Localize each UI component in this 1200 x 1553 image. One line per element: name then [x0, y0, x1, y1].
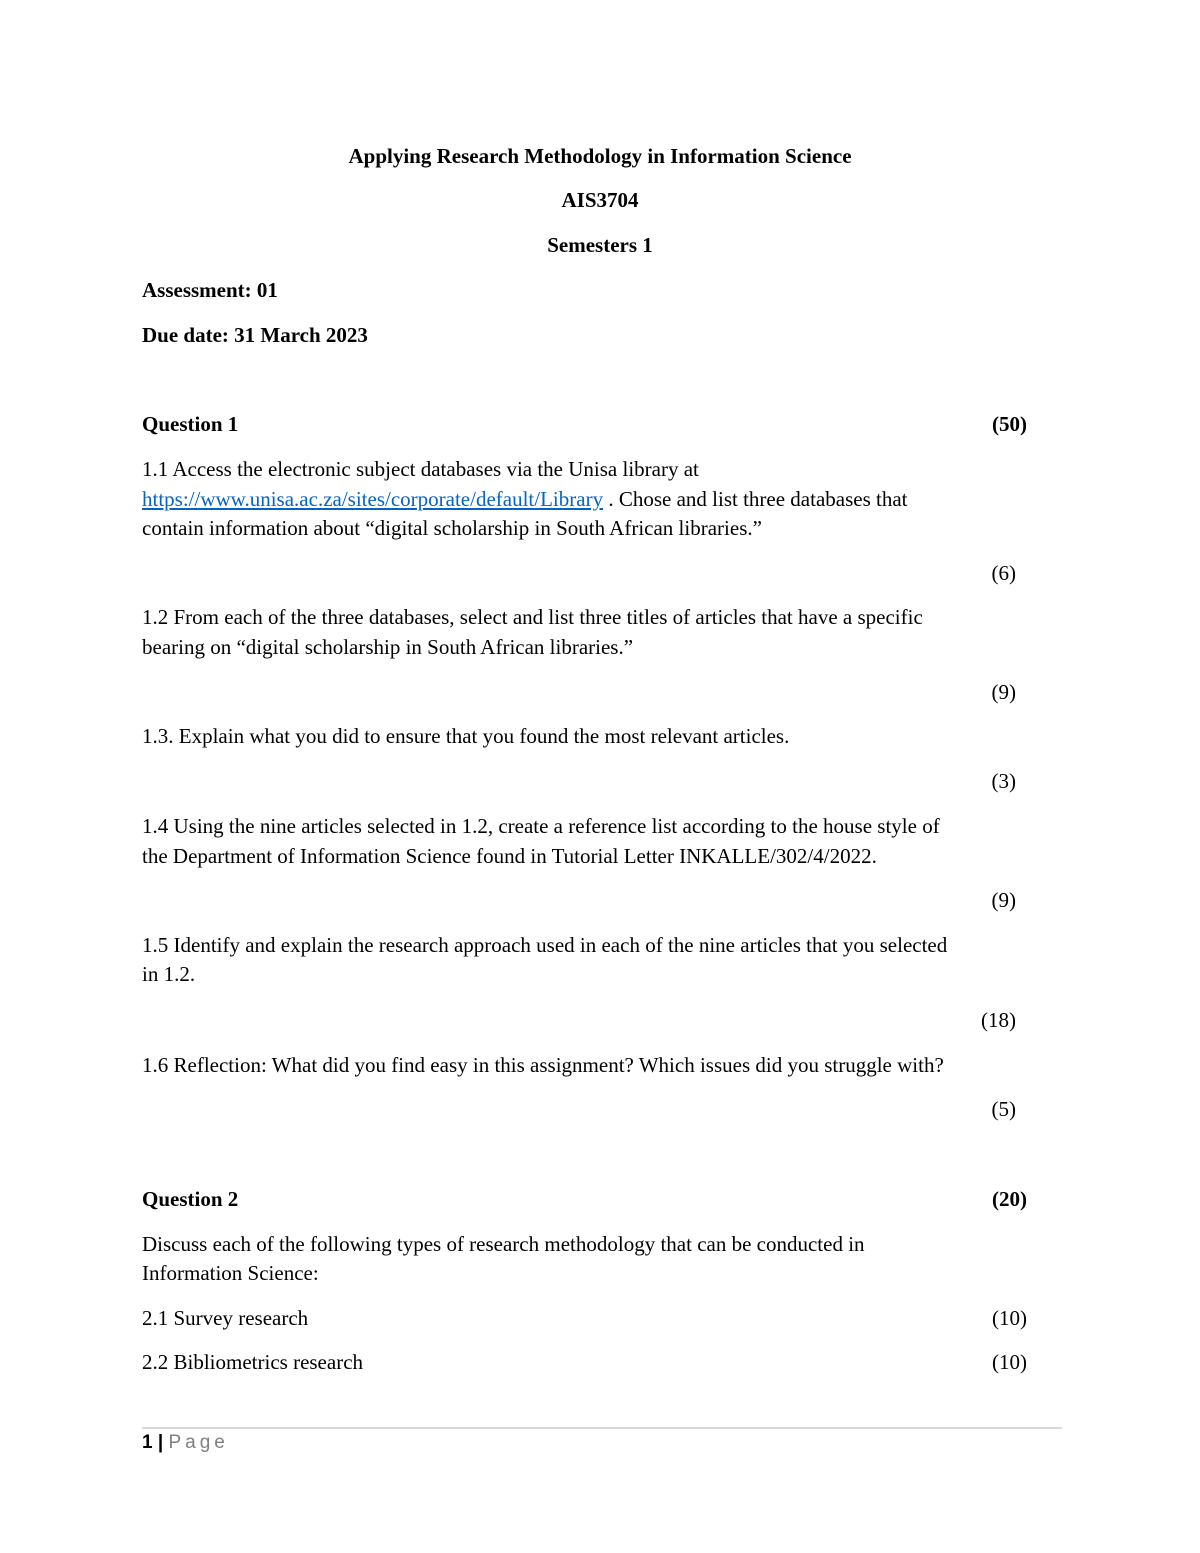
item-2-1-marks: (10) — [992, 1306, 1027, 1330]
item-1-4-line-2: the Department of Information Science found in Tutorial Letter INKALLE/302/4/2022. — [142, 844, 877, 868]
page-number: 1 — [142, 1432, 153, 1453]
item-1-3-line-1: 1.3. Explain what you did to ensure that you found the most relevant articles. — [142, 724, 790, 748]
item-1-3-marks: (3) — [991, 769, 1016, 793]
assessment-number: Assessment: 01 — [142, 278, 278, 302]
question-2-intro-line-1: Discuss each of the following types of research methodology that can be conducted in — [142, 1232, 865, 1256]
item-1-2-line-1: 1.2 From each of the three databases, select and list three titles of articles that have a specific — [142, 605, 923, 629]
item-1-1-line-2-text: . Chose and list three databases that — [603, 487, 908, 511]
document-title: Applying Research Methodology in Information Science — [348, 144, 852, 168]
unisa-library-link[interactable]: https://www.unisa.ac.za/sites/corporate/default/Library — [142, 487, 604, 511]
item-2-1: 2.1 Survey research — [142, 1306, 309, 1330]
question-2-intro-line-2: Information Science: — [142, 1261, 319, 1285]
course-code: AIS3704 — [561, 188, 639, 212]
question-1-heading: Question 1 — [142, 412, 239, 436]
item-1-5-line-2: in 1.2. — [142, 962, 196, 986]
question-2-marks: (20) — [992, 1187, 1027, 1211]
item-1-1-line-1: 1.1 Access the electronic subject databases via the Unisa library at — [142, 457, 699, 481]
page-footer — [142, 1432, 229, 1454]
footer-divider — [142, 1427, 1062, 1429]
item-2-2: 2.2 Bibliometrics research — [142, 1350, 364, 1374]
item-1-6-marks: (5) — [991, 1097, 1016, 1121]
item-1-1-line-2 — [142, 485, 908, 514]
footer-separator: | — [157, 1432, 164, 1453]
item-1-5-marks: (18) — [981, 1008, 1016, 1032]
question-2-heading: Question 2 — [142, 1187, 239, 1211]
question-1-marks: (50) — [992, 412, 1027, 436]
semester: Semesters 1 — [547, 233, 653, 257]
item-2-2-marks: (10) — [992, 1350, 1027, 1374]
item-1-1-line-3: contain information about “digital scholarship in South African libraries.” — [142, 516, 762, 540]
item-1-6-line-1: 1.6 Reflection: What did you find easy in this assignment? Which issues did you struggle with? — [142, 1053, 944, 1077]
item-1-1-marks: (6) — [991, 561, 1016, 585]
item-1-5-line-1: 1.5 Identify and explain the research approach used in each of the nine articles that you selected — [142, 933, 948, 957]
due-date: Due date: 31 March 2023 — [142, 323, 368, 347]
page-label: Page — [168, 1432, 229, 1453]
item-1-2-marks: (9) — [991, 680, 1016, 704]
item-1-4-marks: (9) — [991, 888, 1016, 912]
item-1-2-line-2: bearing on “digital scholarship in South African libraries.” — [142, 635, 634, 659]
item-1-4-line-1: 1.4 Using the nine articles selected in 1.2, create a reference list according to the house style of — [142, 814, 940, 838]
